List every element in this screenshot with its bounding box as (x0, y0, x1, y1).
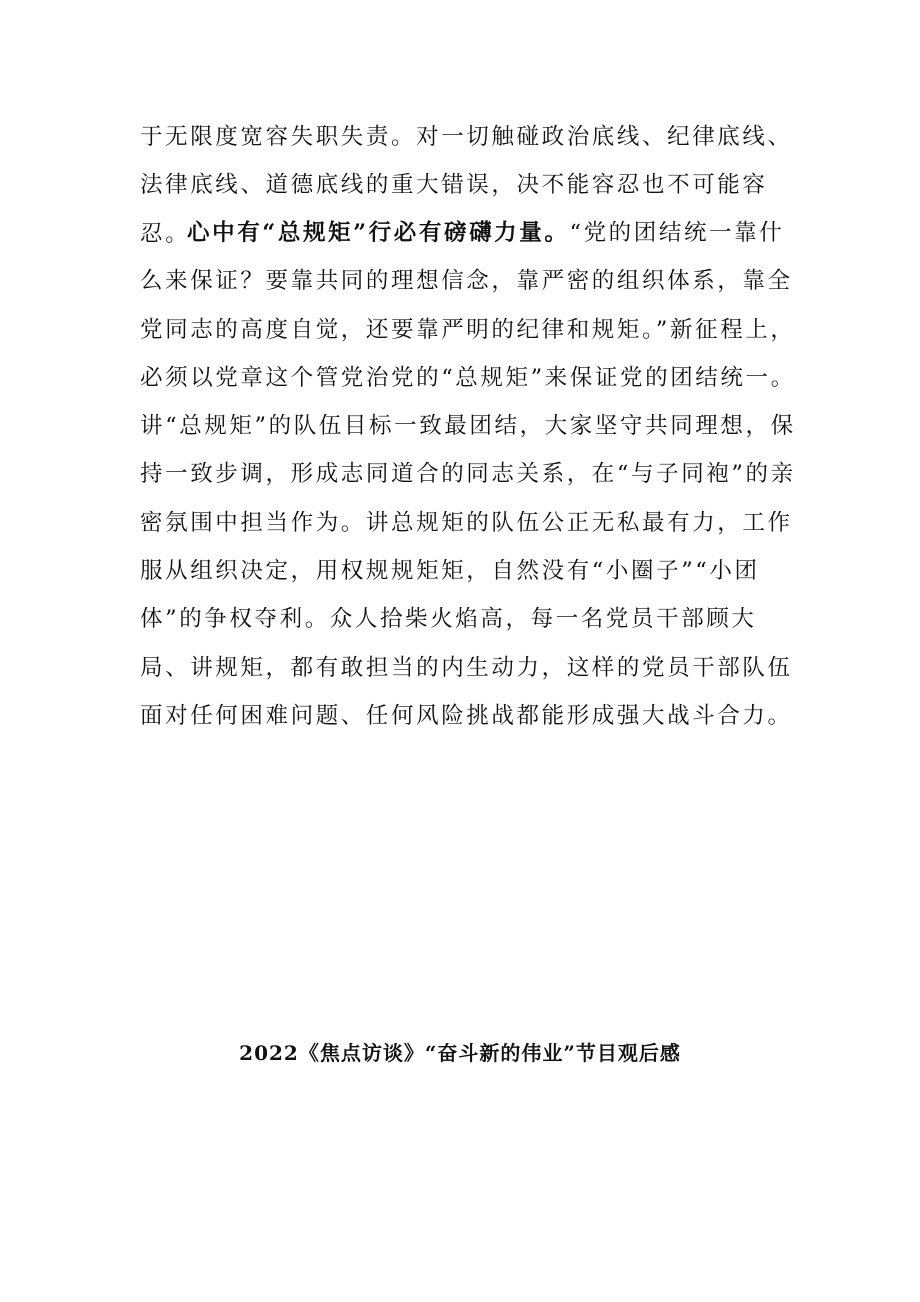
paragraph-lead-sentence: 心中有“总规矩”行必有磅礴力量。 (187, 220, 570, 246)
paragraph-continued: 于无限度宽容失职失责。对一切触碰政治底线、纪律底线、法律底线、道德底线的重大错误，决不能容忍也不可能容忍。 (140, 124, 793, 247)
paragraph-rules (140, 209, 800, 740)
paragraph-body: “党的团结统一靠什么来保证？要靠共同的理想信念，靠严密的组织体系，靠全党同志的高度自觉，还要靠严明的纪律和规矩。”新征程上，必须以党章这个管党治党的“总规矩”来保证党的团结统一。讲“总规矩”的队伍目标一致最团结，大家坚守共同理想，保持一致步调，形成志同道合的同志关系，在“与子同袍”的亲密氛围中担当作为。讲总规矩的队伍公正无私最有力，工作服从组织决定，用权规规矩矩，自然没有“小圈子”“小团体”的争权夺利。众人拾柴火焰高，每一名党员干部顾大局、讲规矩，都有敢担当的内生动力，这样的党员干部队伍面对任何困难问题、任何风险挑战都能形成强大战斗合力。 (140, 220, 796, 729)
section-title: 2022《焦点访谈》“奋斗新的伟业”节目观后感 (239, 1041, 681, 1065)
